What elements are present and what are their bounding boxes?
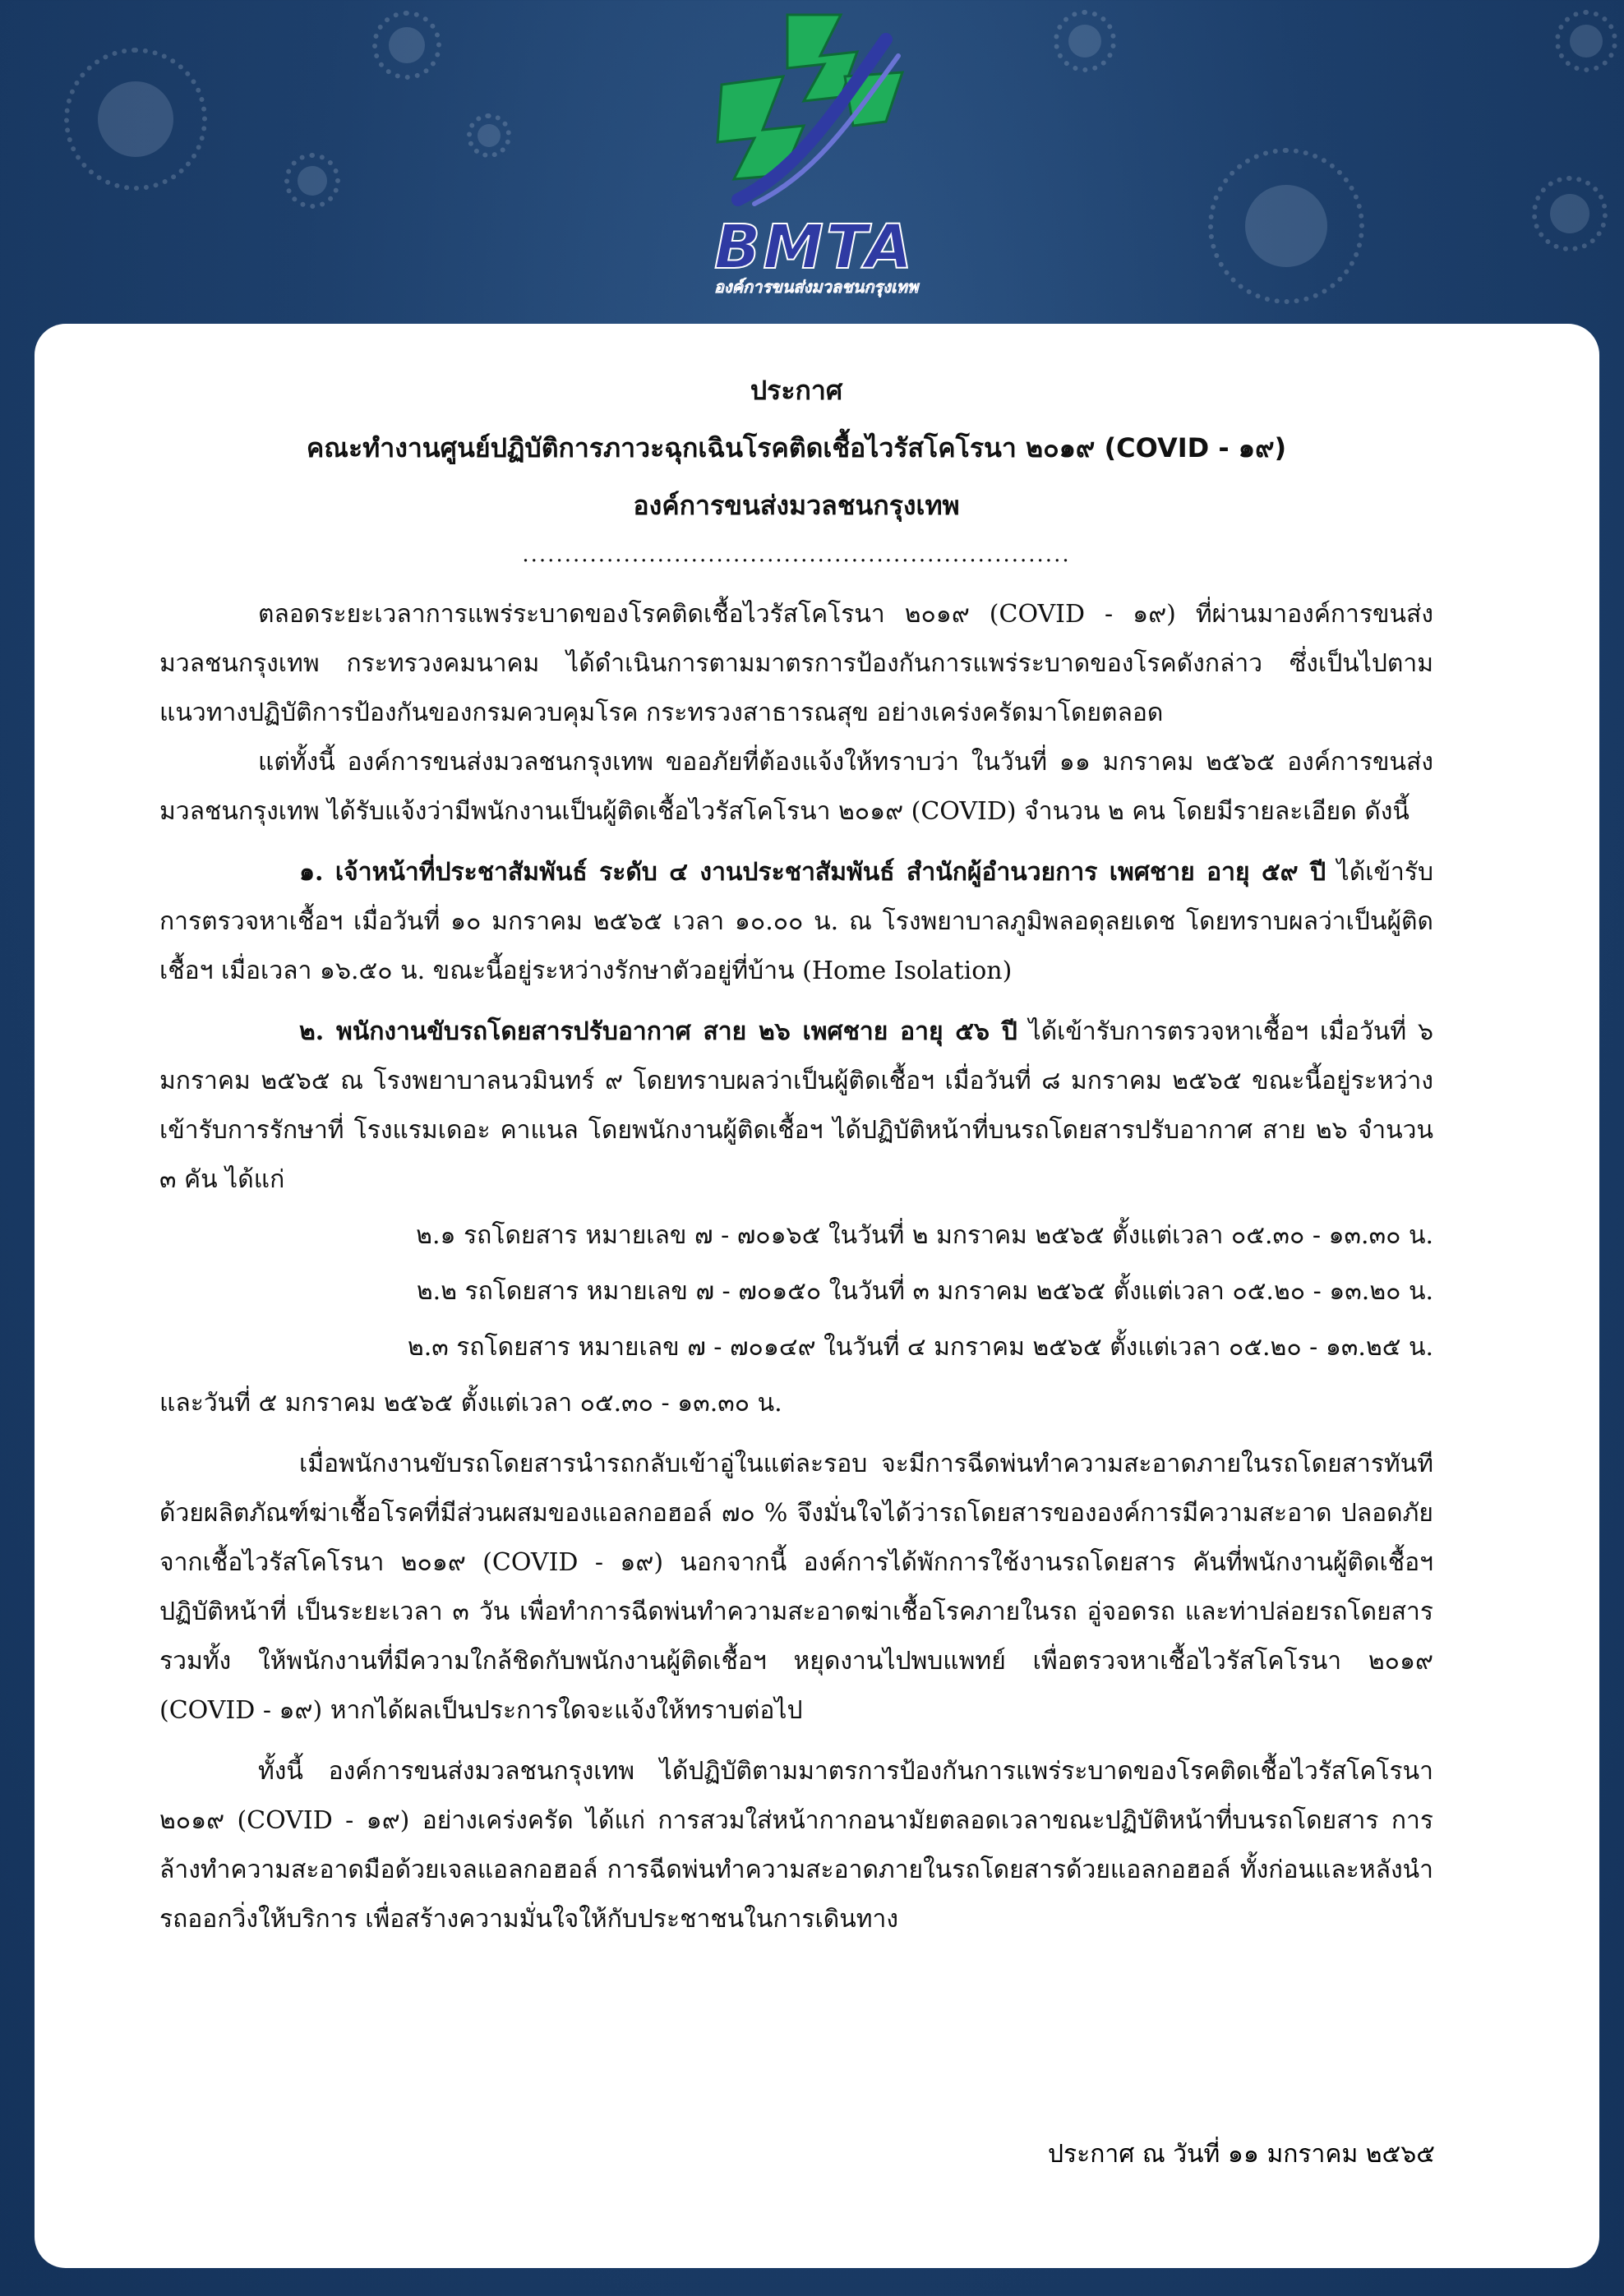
announcement-committee: คณะทำงานศูนย์ปฏิบัติการภาวะฉุกเฉินโรคติดเชื้อไวรัสโคโรนา ๒๐๑๙ (COVID - ๑๙) (306, 432, 1287, 463)
virus-decoration (460, 107, 518, 164)
announcement-title: ประกาศ (750, 375, 843, 406)
paragraph-intro: ตลอดระยะเวลาการแพร่ระบาดของโรคติดเชื้อไวรัสโคโรนา ๒๐๑๙ (COVID - ๑๙) ที่ผ่านมาองค์การขนส่งมวลชนกรุงเทพ กระทรวงคมนาคม ได้ดำเนินการตามมาตรการป้องกันการแพร่ระบาดของโรคดังกล่าว ซึ่งเป็นไปตามแนวทางปฏิบัติการป้องกันของกรมควบคุมโรค กระทรวงสาธารณสุข อย่างเคร่งครัดมาโดยตลอด (159, 600, 1433, 727)
paragraph-measures: ทั้งนี้ องค์การขนส่งมวลชนกรุงเทพ ได้ปฏิบัติตามมาตรการป้องกันการแพร่ระบาดของโรคติดเชื้อไวรัสโคโรนา ๒๐๑๙ (COVID - ๑๙) อย่างเคร่งครัด ได้แก่ การสวมใส่หน้ากากอนามัยตลอดเวลาขณะปฏิบัติหน้าที่บนรถโดยสาร การล้างทำความสะอาดมือด้วยเจลแอลกอฮอล์ การฉีดพ่นทำความสะอาดภายในรถโดยสารด้วยแอลกอฮอล์ ทั้งก่อนและหลังนำรถออกวิ่งให้บริการ เพื่อสร้างความมั่นใจให้กับประชาชนในการเดินทาง (159, 1757, 1433, 1934)
announcement-organization: องค์การขนส่งมวลชนกรุงเทพ (633, 490, 960, 521)
announcement-content (159, 362, 1433, 1944)
paragraph-cleaning: เมื่อพนักงานขับรถโดยสารนำรถกลับเข้าอู่ในแต่ละรอบ จะมีการฉีดพ่นทำความสะอาดภายในรถโดยสารทันทีด้วยผลิตภัณฑ์ฆ่าเชื้อโรคที่มีส่วนผสมของแอลกอฮอล์ ๗๐ % จึงมั่นใจได้ว่ารถโดยสารขององค์การมีความสะอาด ปลอดภัยจากเชื้อไวรัสโคโรนา ๒๐๑๙ (COVID - ๑๙) นอกจากนี้ องค์การได้พักการใช้งานรถโดยสาร คันที่พนักงานผู้ติดเชื้อฯปฏิบัติหน้าที่ เป็นระยะเวลา ๓ วัน เพื่อทำการฉีดพ่นทำความสะอาดฆ่าเชื้อโรคภายในรถ อู่จอดรถ และท่าปล่อยรถโดยสาร รวมทั้ง ให้พนักงานที่มีความใกล้ชิดกับพนักงานผู้ติดเชื้อฯ หยุดงานไปพบแพทย์ เพื่อตรวจหาเชื้อไวรัสโคโรนา ๒๐๑๙ (COVID - ๑๙) หากได้ผลเป็นประการใดจะแจ้งให้ทราบต่อไป (159, 1450, 1433, 1725)
case-1-details: ได้เข้ารับการตรวจหาเชื้อฯ เมื่อวันที่ ๑๐ มกราคม ๒๕๖๕ เวลา ๑๐.๐๐ น. ณ โรงพยาบาลภูมิพลอดุลยเดช โดยทราบผลว่าเป็นผู้ติดเชื้อฯ เมื่อเวลา ๑๖.๕๐ น. ขณะนี้อยู่ระหว่างรักษาตัวอยู่ที่บ้าน (Home Isolation) (159, 858, 1434, 985)
virus-decoration (275, 144, 349, 218)
announcement-date: ประกาศ ณ วันที่ ๑๑ มกราคม ๒๕๖๕ (1047, 2140, 1435, 2169)
bmta-logo (689, 7, 935, 297)
bus-item: ๒.๒ รถโดยสาร หมายเลข ๗ - ๗๐๑๕๐ ในวันที่ ๓ มกราคม ๒๕๖๕ ตั้งแต่เวลา ๐๕.๒๐ - ๑๓.๒๐ น. (416, 1277, 1433, 1306)
bus-item-tail: และวันที่ ๕ มกราคม ๒๕๖๕ ตั้งแต่เวลา ๐๕.๓๐ - ๑๓.๓๐ น. (159, 1389, 782, 1418)
bmta-emblem-icon (689, 7, 935, 212)
case-2 (159, 1007, 1433, 1205)
separator-dots: ................................................................. (522, 542, 1071, 567)
virus-decoration (41, 25, 230, 214)
bus-item: ๒.๓ รถโดยสาร หมายเลข ๗ - ๗๐๑๔๙ ในวันที่ ๔ มกราคม ๒๕๖๕ ตั้งแต่เวลา ๐๕.๒๐ - ๑๓.๒๕ น. (407, 1333, 1433, 1362)
virus-decoration (1545, 0, 1624, 82)
bus-item: ๒.๑ รถโดยสาร หมายเลข ๗ - ๗๐๑๖๕ ในวันที่ ๒ มกราคม ๒๕๖๕ ตั้งแต่เวลา ๐๕.๓๐ - ๑๓.๓๐ น. (416, 1221, 1433, 1250)
virus-decoration (362, 0, 452, 90)
paragraph-notice: แต่ทั้งนี้ องค์การขนส่งมวลชนกรุงเทพ ขออภัยที่ต้องแจ้งให้ทราบว่า ในวันที่ ๑๑ มกราคม ๒๕๖๕ องค์การขนส่งมวลชนกรุงเทพ ได้รับแจ้งว่ามีพนักงานเป็นผู้ติดเชื้อไวรัสโคโรนา ๒๐๑๙ (COVID) จำนวน ๒ คน โดยมีรายละเอียด ดังนี้ (159, 748, 1433, 826)
case-1-heading: ๑. เจ้าหน้าที่ประชาสัมพันธ์ ระดับ ๔ งานประชาสัมพันธ์ สำนักผู้อำนวยการ เพศชาย อายุ ๕๙ ปี (299, 858, 1326, 887)
virus-decoration (1044, 0, 1126, 82)
logo-wordmark: BMTA (713, 212, 916, 283)
case-1 (159, 848, 1433, 996)
virus-decoration (1183, 123, 1389, 329)
case-2-heading: ๒. พนักงานขับรถโดยสารปรับอากาศ สาย ๒๖ เพศชาย อายุ ๕๖ ปี (299, 1017, 1017, 1046)
case-2-details: ได้เข้ารับการตรวจหาเชื้อฯ เมื่อวันที่ ๖ มกราคม ๒๕๖๕ ณ โรงพยาบาลนวมินทร์ ๙ โดยทราบผลว่าเป็นผู้ติดเชื้อฯ เมื่อวันที่ ๘ มกราคม ๒๕๖๕ ขณะนี้อยู่ระหว่างเข้ารับการรักษาที่ โรงแรมเดอะ คาแนล โดยพนักงานผู้ติดเชื้อฯ ได้ปฏิบัติหน้าที่บนรถโดยสารปรับอากาศ สาย ๒๖ จำนวน ๓ คัน ได้แก่ (159, 1017, 1434, 1194)
logo-org-name: องค์การขนส่งมวลชนกรุงเทพ (713, 277, 919, 297)
virus-decoration (1520, 164, 1619, 263)
